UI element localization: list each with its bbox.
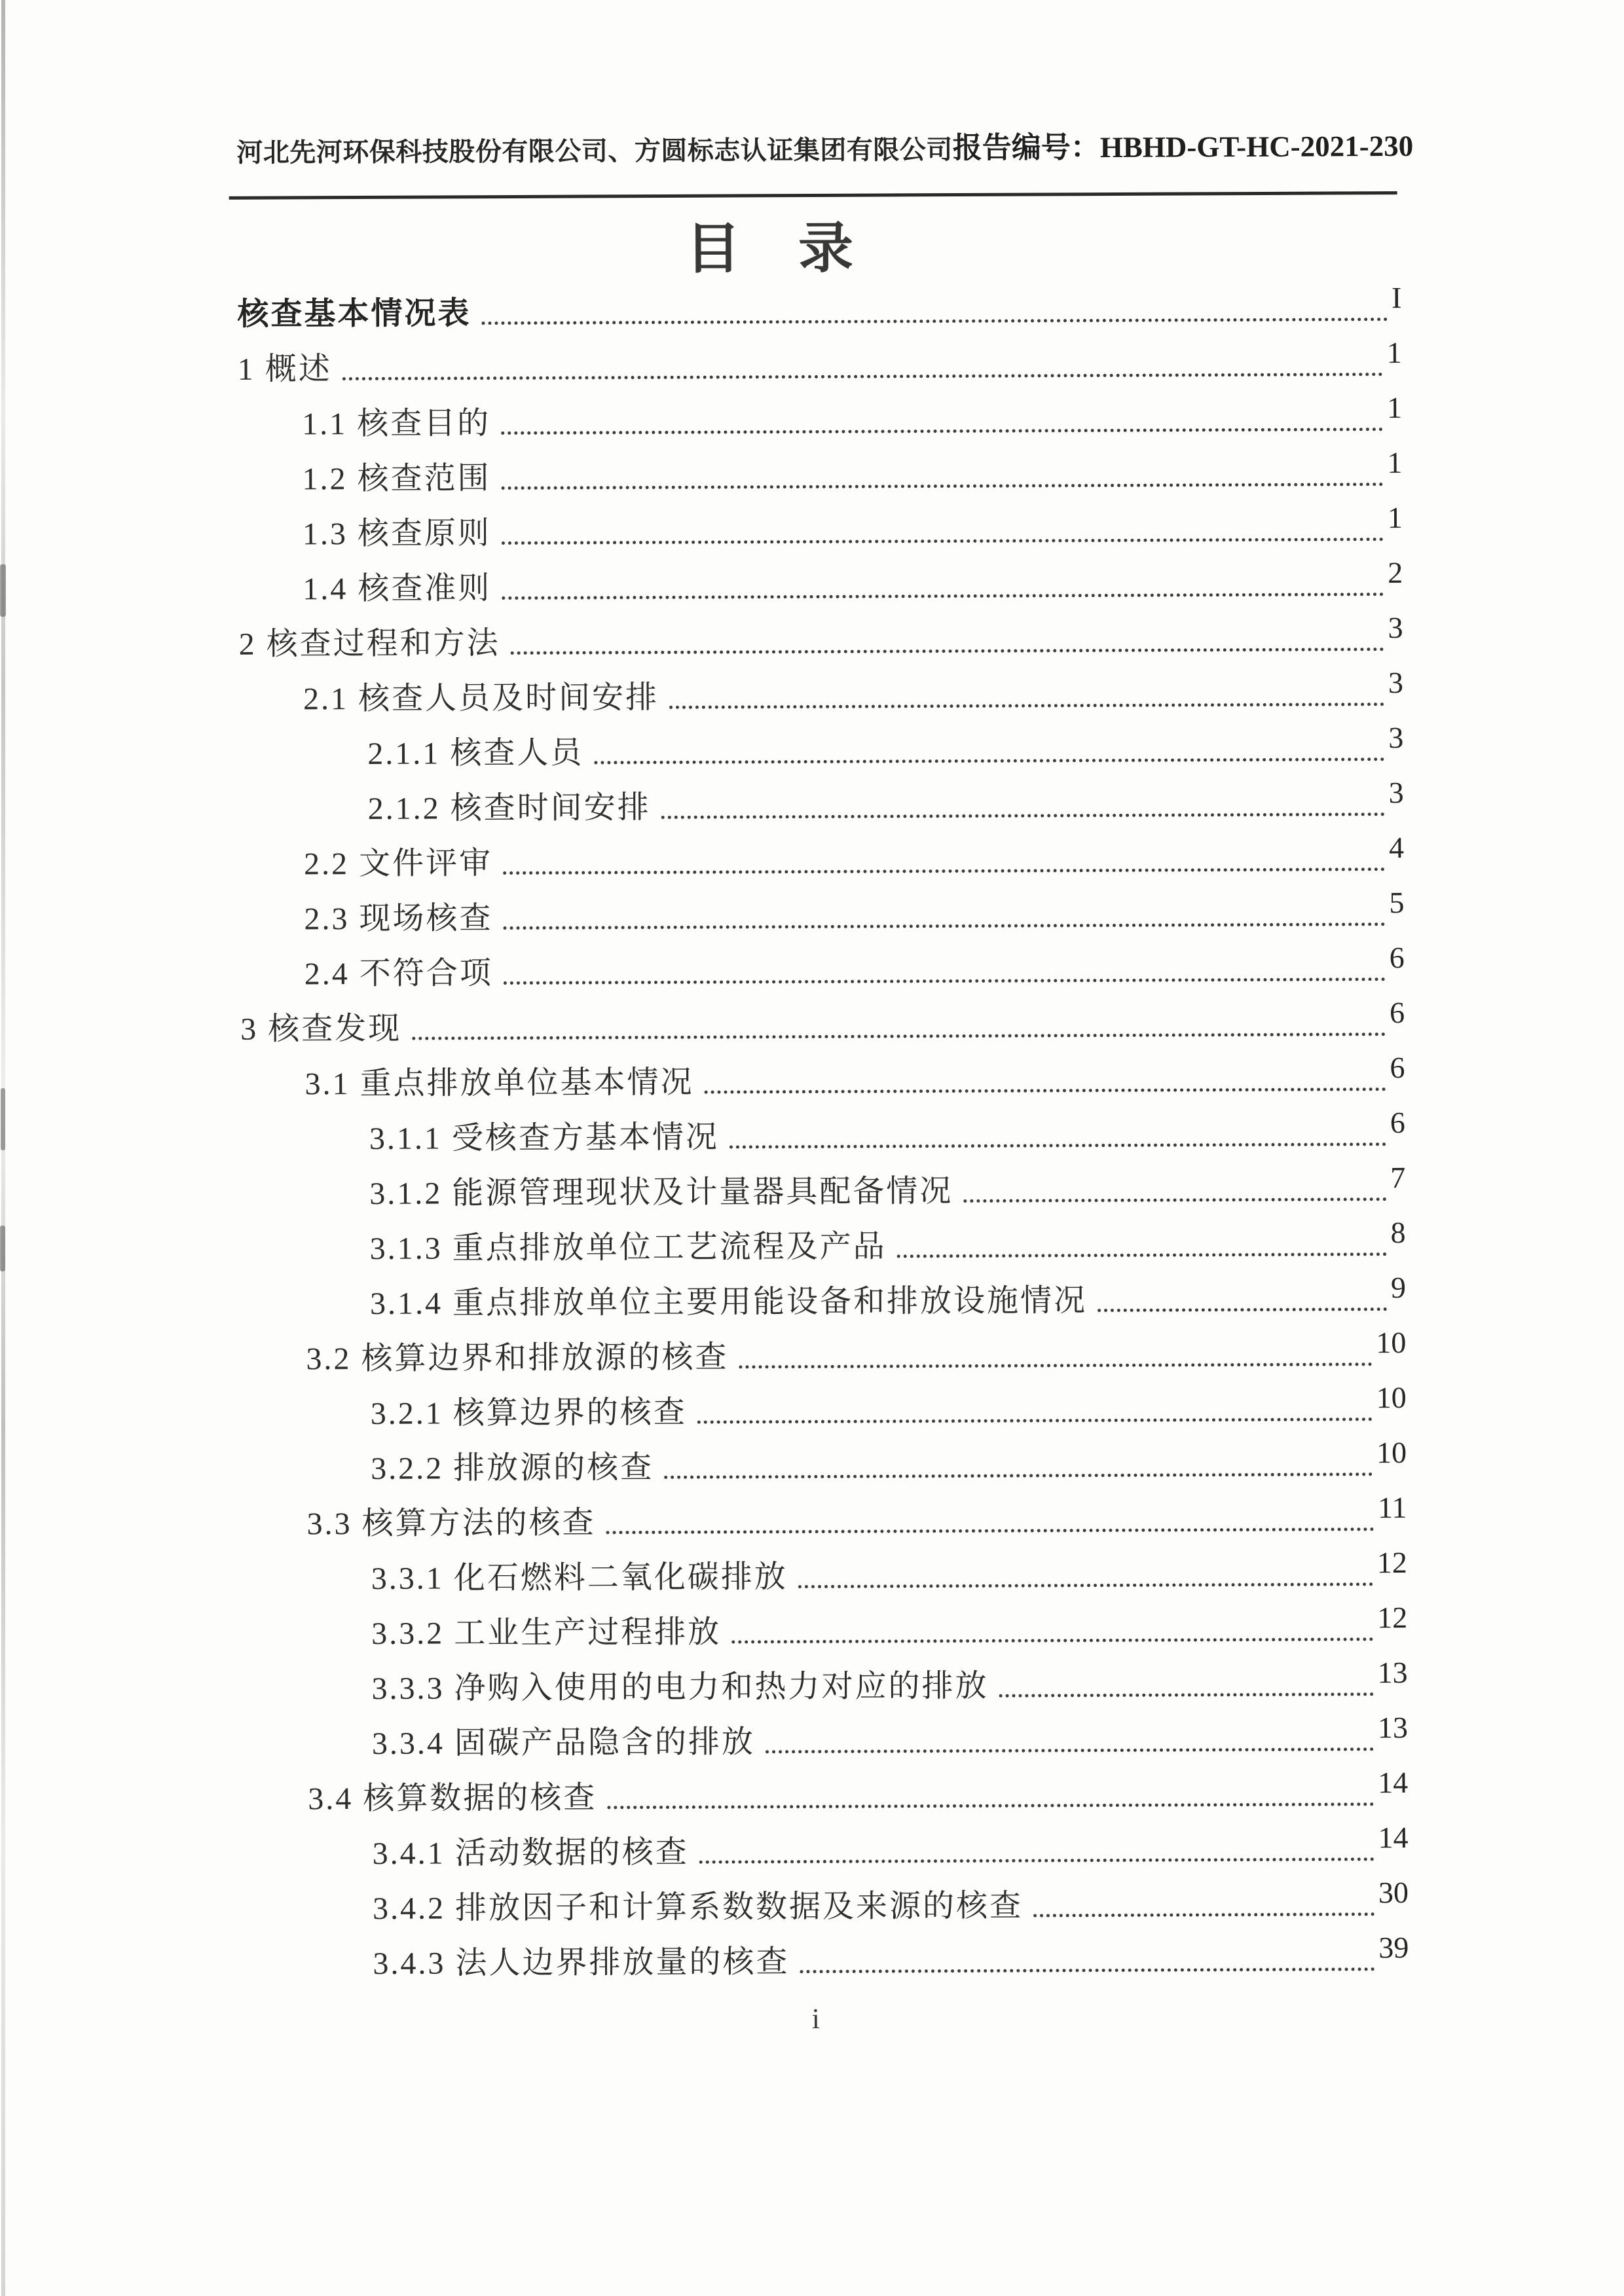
toc-entry-label: 3.1 重点排放单位基本情况 — [304, 1065, 694, 1102]
toc-entry-label: 2.3 现场核查 — [304, 901, 493, 937]
toc-entry — [0, 987, 1623, 1049]
dot-leader — [697, 1417, 1373, 1423]
toc-entry-label: 3.3.3 净购入使用的电力和热力对应的排放 — [371, 1669, 989, 1707]
toc-entry-label: 3.3.2 工业生产过程排放 — [371, 1614, 722, 1652]
toc-entry — [1, 1482, 1624, 1544]
footer-page-number: i — [811, 2002, 821, 2035]
toc-entry — [0, 1042, 1624, 1104]
toc-entry — [0, 712, 1622, 774]
toc-entry — [0, 382, 1621, 444]
toc-entry-page: 5 — [1389, 886, 1405, 920]
dot-leader — [606, 1527, 1375, 1534]
toc-entry-page: 10 — [1376, 1326, 1407, 1360]
toc-entry — [2, 1537, 1624, 1599]
toc-entry — [1, 1372, 1624, 1434]
toc-entry-page: 1 — [1387, 446, 1403, 480]
dot-leader — [503, 867, 1385, 875]
toc-entry-label: 1 概述 — [237, 352, 332, 388]
dot-leader — [766, 1747, 1374, 1753]
toc-entry — [0, 492, 1621, 554]
toc-entry-page: 1 — [1386, 336, 1402, 370]
toc-entry-label: 1.1 核查目的 — [302, 406, 491, 442]
toc-entry-page: 4 — [1388, 831, 1405, 865]
toc-entry — [2, 1647, 1624, 1709]
toc-entry-label: 3.4.3 法人边界排放量的核查 — [373, 1944, 790, 1982]
toc-entry-label: 核查基本情况表 — [237, 296, 471, 333]
toc-entry-label: 2.4 不符合项 — [304, 956, 493, 992]
toc-entry — [2, 1592, 1624, 1654]
toc-entry-page: 8 — [1390, 1216, 1406, 1250]
toc-entry — [0, 932, 1623, 994]
toc-entry — [0, 272, 1621, 334]
dot-leader — [502, 538, 1384, 545]
toc-entry — [3, 1757, 1624, 1819]
dot-leader — [897, 1252, 1387, 1258]
toc-entry-label: 3.4 核算数据的核查 — [308, 1780, 597, 1817]
dot-leader — [511, 647, 1384, 655]
toc-entry — [0, 877, 1623, 939]
header-divider — [229, 191, 1397, 200]
dot-leader — [412, 1032, 1386, 1040]
toc-entry-page: 14 — [1378, 1766, 1409, 1800]
toc-entry-label: 1.2 核查范围 — [302, 461, 491, 497]
toc-entry-label: 2.1.2 核查时间安排 — [367, 790, 651, 827]
dot-leader — [1098, 1307, 1387, 1312]
toc-entry-label: 2.1 核查人员及时间安排 — [303, 680, 659, 717]
toc-entry-page: 39 — [1378, 1931, 1409, 1965]
toc-entry — [0, 547, 1621, 609]
page-header — [236, 122, 1414, 170]
toc-entry-label: 3.4.1 活动数据的核查 — [372, 1835, 689, 1872]
toc-entry-page: 6 — [1390, 1051, 1405, 1085]
toc-entry-page: 12 — [1376, 1546, 1407, 1580]
toc-entry-label: 2.2 文件评审 — [303, 846, 493, 882]
dot-leader — [607, 1802, 1374, 1809]
report-number-label: 报告编号： — [952, 131, 1100, 165]
toc-entry-page: 3 — [1388, 721, 1404, 755]
dot-leader — [731, 1637, 1373, 1643]
toc-entry-page: 10 — [1376, 1381, 1407, 1415]
toc-entry-page: 30 — [1378, 1876, 1409, 1910]
toc-entry — [0, 767, 1623, 829]
dot-leader — [739, 1362, 1372, 1368]
dot-leader — [729, 1142, 1386, 1148]
dot-leader — [963, 1197, 1386, 1203]
toc-entry — [3, 1702, 1624, 1764]
dot-leader — [504, 922, 1386, 930]
header-company-names: 河北先河环保科技股份有限公司、方圆标志认证集团有限公司 — [236, 135, 953, 168]
toc-entry-page: 3 — [1388, 611, 1403, 645]
toc-entry-label: 3.3.4 固碳产品隐含的排放 — [371, 1724, 756, 1762]
toc-entry — [0, 1207, 1624, 1269]
toc-entry-label: 2 核查过程和方法 — [238, 626, 500, 663]
toc-entry-label: 3.1.4 重点排放单位主要用能设备和排放设施情况 — [369, 1283, 1088, 1322]
dot-leader — [502, 592, 1384, 600]
toc-entry-page: 6 — [1389, 996, 1405, 1030]
toc-entry-page: 14 — [1378, 1821, 1409, 1855]
toc-list — [0, 272, 1624, 1984]
toc-entry-label: 3.1.2 能源管理现状及计量器具配备情况 — [369, 1174, 953, 1212]
toc-entry-label: 3 核查发现 — [240, 1011, 402, 1048]
dot-leader — [664, 1472, 1373, 1479]
dot-leader — [800, 1967, 1375, 1973]
dot-leader — [999, 1692, 1374, 1697]
dot-leader — [504, 977, 1386, 985]
dot-leader — [502, 483, 1384, 490]
toc-entry-page: 2 — [1388, 556, 1403, 590]
dot-leader — [669, 702, 1384, 709]
toc-entry-label: 3.2.1 核算边界的核查 — [370, 1395, 687, 1432]
toc-entry-page: I — [1391, 281, 1402, 315]
toc-entry — [0, 327, 1621, 389]
toc-entry-page: 6 — [1390, 1106, 1405, 1140]
toc-entry-label: 3.3.1 化石燃料二氧化碳排放 — [371, 1559, 788, 1597]
toc-entry-page: 6 — [1389, 941, 1405, 975]
toc-entry — [3, 1812, 1624, 1874]
toc-entry — [0, 822, 1623, 884]
toc-entry-label: 3.2.2 排放源的核查 — [371, 1450, 654, 1487]
dot-leader — [661, 812, 1385, 819]
toc-entry-label: 3.2 核算边界和排放源的核查 — [306, 1339, 729, 1377]
toc-entry-page: 12 — [1377, 1601, 1408, 1635]
dot-leader — [1033, 1912, 1375, 1917]
toc-entry-page: 13 — [1377, 1656, 1408, 1690]
toc-entry — [3, 1867, 1624, 1929]
toc-entry — [0, 437, 1621, 499]
toc-entry-label: 2.1.1 核查人员 — [367, 735, 584, 772]
toc-entry-label: 1.3 核查原则 — [302, 516, 492, 552]
toc-entry — [0, 1097, 1624, 1159]
dot-leader — [705, 1087, 1386, 1094]
toc-entry-label: 1.4 核查准则 — [303, 571, 492, 607]
toc-entry — [1, 1262, 1624, 1324]
toc-entry — [0, 602, 1622, 664]
dot-leader — [699, 1857, 1375, 1863]
toc-entry-page: 9 — [1390, 1271, 1407, 1305]
toc-entry-page: 3 — [1388, 666, 1404, 700]
toc-entry — [3, 1922, 1624, 1984]
toc-entry — [1, 1427, 1624, 1489]
toc-entry-label: 3.1.1 受核查方基本情况 — [369, 1120, 720, 1157]
toc-entry — [1, 1317, 1624, 1379]
dot-leader — [342, 373, 1383, 380]
report-number-value: HBHD-GT-HC-2021-230 — [1099, 129, 1414, 164]
toc-entry — [0, 1152, 1624, 1214]
page-title: 目 录 — [685, 218, 855, 280]
toc-entry-page: 1 — [1386, 391, 1403, 425]
toc-entry-page: 3 — [1388, 776, 1404, 810]
toc-entry — [0, 657, 1622, 719]
toc-entry-page: 13 — [1377, 1711, 1408, 1745]
toc-entry-page: 10 — [1376, 1436, 1407, 1470]
dot-leader — [501, 428, 1383, 435]
toc-entry-page: 11 — [1377, 1491, 1407, 1525]
toc-entry-label: 3.1.3 重点排放单位工艺流程及产品 — [369, 1229, 887, 1267]
toc-entry-page: 1 — [1387, 501, 1403, 535]
header-report-number — [953, 122, 1414, 166]
toc-entry-label: 3.3 核算方法的核查 — [306, 1505, 596, 1542]
dot-leader — [798, 1582, 1373, 1588]
dot-leader — [594, 757, 1384, 764]
dot-leader — [482, 318, 1388, 325]
toc-entry-page: 7 — [1390, 1161, 1406, 1195]
toc-entry-label: 3.4.2 排放因子和计算系数数据及来源的核查 — [372, 1888, 1024, 1927]
